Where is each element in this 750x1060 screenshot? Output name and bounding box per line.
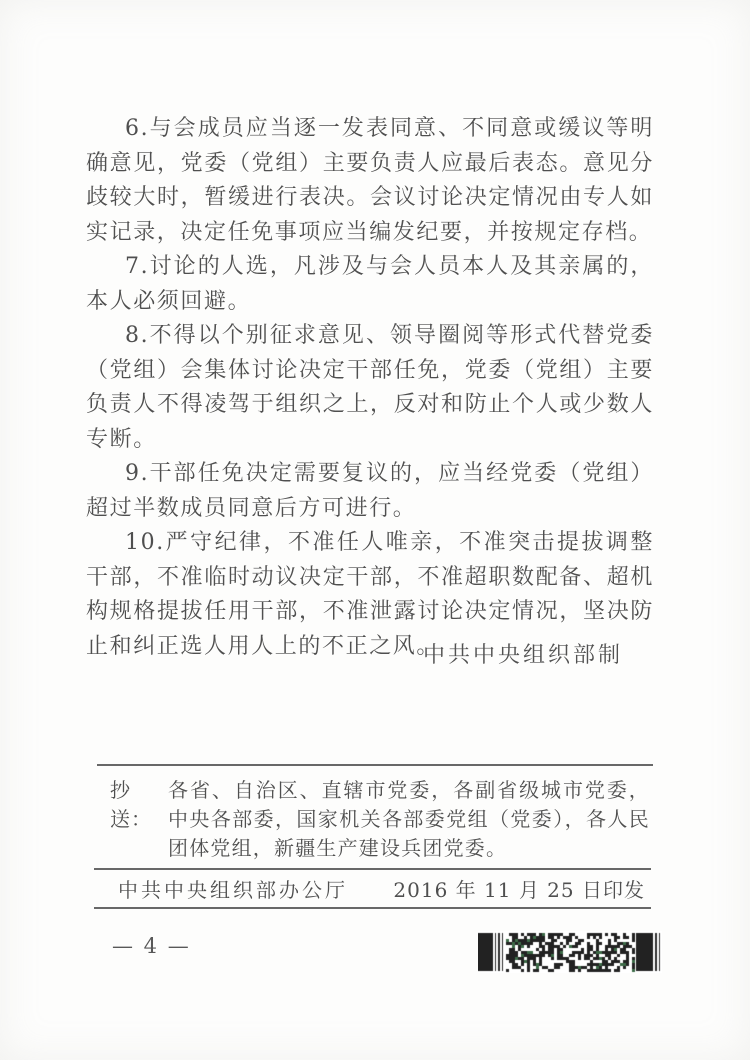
issuing-office: 中共中央组织部办公厅 bbox=[118, 878, 348, 902]
paragraph-item-10: 10.严守纪律，不准任人唯亲，不准突击提拔调整干部，不准临时动议决定干部，不准超职数配备、超机构规格提拔任用干部，不准泄露讨论决定情况，坚决防止和纠正选人用人上的不正之风。 bbox=[86, 530, 654, 659]
cc-recipients: 各省、自治区、直辖市党委，各副省级城市党委，中央各部委，国家机关各部委党组（党委），各人民团体党组，新疆生产建设兵团党委。 bbox=[168, 778, 650, 860]
paragraph-item-8: 8.不得以个别征求意见、领导圈阅等形式代替党委（党组）会集体讨论决定干部任免，党委（党组）主要负责人不得凌驾于组织之上，反对和防止个人或少数人专断。 bbox=[86, 323, 654, 452]
barcode-image bbox=[478, 931, 662, 973]
paragraph-item-9: 9.干部任免决定需要复议的，应当经党委（党组）超过半数成员同意后方可进行。 bbox=[86, 461, 654, 521]
divider-below-issuer bbox=[94, 907, 651, 909]
issuing-authority-signature: 中共中央组织部制 bbox=[422, 643, 623, 668]
print-date: 2016 年 11 月 25 日印发 bbox=[393, 878, 645, 902]
issuer-row bbox=[118, 874, 645, 903]
cc-label: 抄送： bbox=[110, 778, 152, 831]
divider-above-issuer bbox=[94, 868, 651, 870]
divider-above-cc bbox=[97, 764, 653, 766]
paragraph-item-7: 7.讨论的人选，凡涉及与会人员本人及其亲属的，本人必须回避。 bbox=[86, 254, 654, 314]
page-number: — 4 — bbox=[112, 934, 191, 958]
document-body bbox=[86, 112, 654, 664]
cc-distribution-block bbox=[110, 776, 650, 863]
paragraph-item-6: 6.与会成员应当逐一发表同意、不同意或缓议等明确意见，党委（党组）主要负责人应最后表态。意见分歧较大时，暂缓进行表决。会议讨论决定情况由专人如实记录，决定任免事项应当编发纪要，并按规定存档。 bbox=[86, 116, 654, 245]
